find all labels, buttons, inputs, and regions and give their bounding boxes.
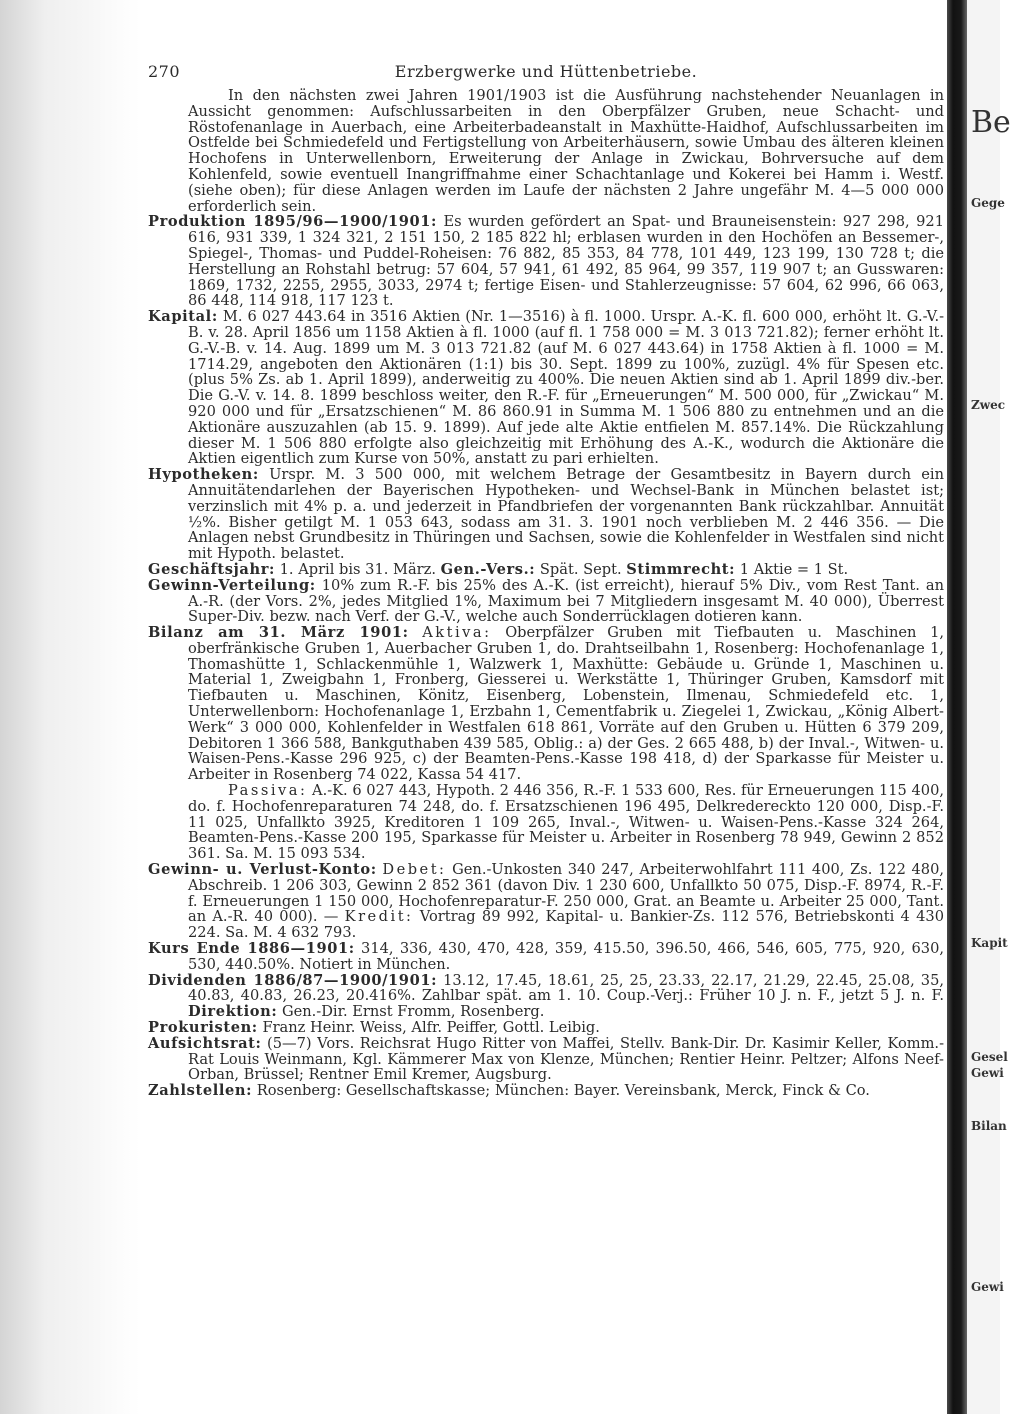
entry-label: Zahlstellen: [148, 1082, 253, 1100]
stimmrecht-text: 1 Aktie = 1 St. [739, 560, 849, 578]
next-page-fragment: Bilan [971, 1119, 1007, 1133]
entry-aufsichtsrat [148, 1036, 944, 1083]
entry-hypotheken [148, 467, 944, 562]
next-page-edge [967, 0, 1011, 1414]
kredit-label: Kredit: [344, 908, 414, 926]
page-column [148, 62, 944, 1352]
entry-text: (5—7) Vors. Reichsrat Hugo Ritter von Maffei, Stellv. Bank-Dir. Dr. Kasimir Keller, Komm.-Rat Louis Weinmann, Kgl. Kämmerer Max von Klenze, München; Rentier Heinr. Peltzer; Alfons Neef-Orban, Brüssel; Rentner Emil Kremer, Augsburg. [188, 1034, 945, 1084]
entry-text: M. 6 027 443.64 in 3516 Aktien (Nr. 1—3516) à fl. 1000. Urspr. A.-K. fl. 600 000, erhöht lt. G.-V.-B. v. 28. April 1856 um 1158 Aktien à fl. 1000 (auf fl. 1 758 000 = M. 3 013 721.82); ferner erhöht lt. G.-V.-B. v. 14. Aug. 1899 um M. 3 013 721.82 (auf M. 6 027 443.64) in 1758 Aktien à fl. 1000 = M. 1714.29, angeboten den Aktionären (1:1) bis 30. Sept. 1899 zu 100%, zuzügl. 4% für Spesen etc. (plus 5% Zs. ab 1. April 1899), anderweitig zu 400%. Die neuen Aktien sind ab 1. April 1899 div.-ber. Die G.-V. v. 14. 8. 1899 beschloss weiter, den R.-F. für „Erneuerungen“ M. 500 000, für „Zwickau“ M. 920 000 und für „Ersatzschienen“ M. 86 860.91 in Summa M. 1 506 880 zu entnehmen und an die Aktionäre auszuzahlen (ab 15. 9. 1899). Auf jede alte Aktie entfielen M. 857.14%. Die Rückzahlung dieser M. 1 506 880 erfolgte also gleichzeitig mit Erhöhung des A.-K., wodurch die Aktionäre die Aktien eigentlich zum Kurse von 50%, anstatt zu pari erhielten. [188, 308, 945, 468]
running-title: Erzbergwerke und Hüttenbetriebe. [394, 62, 698, 81]
entry-label: Dividenden 1886/87—1900/1901: [148, 971, 438, 989]
next-page-fragment: Gewi [971, 1280, 1004, 1294]
entry-label: Kurs Ende 1886—1901: [148, 940, 355, 958]
entry-label: Produktion 1895/96—1900/1901: [148, 213, 438, 231]
entry-label: Bilanz am 31. März 1901: [148, 624, 409, 642]
entry-gewinn-verlust [148, 862, 944, 941]
entry-gewinn-verteilung [148, 578, 944, 625]
entry-text: 10% zum R.-F. bis 25% des A.-K. (ist erreicht), hierauf 5% Div., vom Rest Tant. an A.-R. (der Vors. 2%, jedes Mitglied 1%, Maximum bei 7 Mitgliedern insgesamt M. 40 000), Überrest Super-Div. bezw. nach Verf. der G.-V., welche auch Sonderrücklagen dotieren kann. [188, 576, 944, 626]
book-spine-gutter [947, 0, 967, 1414]
next-page-fragment: Zwec [971, 398, 1006, 412]
entry-geschaeftsjahr [148, 562, 944, 578]
next-page-fragment: Kapit [971, 936, 1008, 950]
entry-text: Rosenberg: Gesellschaftskasse; München: Bayer. Vereinsbank, Merck, Finck & Co. [256, 1082, 870, 1100]
entry-label: Aufsichtsrat: [148, 1034, 262, 1052]
stimmrecht-label: Stimmrecht: [626, 560, 736, 578]
next-page-fragment: Gewi [971, 1066, 1004, 1080]
entry-text: 314, 336, 430, 470, 428, 359, 415.50, 396.50, 466, 546, 605, 775, 920, 630, 530, 440.50%. Notiert in München. [188, 940, 945, 973]
next-page-fragment: Be [971, 105, 1011, 140]
entry-text: 1. April bis 31. März. [279, 560, 436, 578]
entry-zahlstellen [148, 1083, 944, 1099]
entry-prokuristen [148, 1020, 944, 1036]
intro-paragraph: In den nächsten zwei Jahren 1901/1903 ist die Ausführung nachstehender Neuanlagen in Aussicht genommen: Aufschlussarbeiten in den Oberpfälzer Gruben, neue Schacht- und Röstofenanlage in Auerbach, eine Arbeiterbadeanstalt in Maxhütte-Haidhof, Aufschlussarbeiten im Ostfelde bei Schmiedefeld und Fertigstellung von Arbeiterhäusern, sowie Umbau des älteren kleinen Hochofens in Unterwellenborn, Erweiterung der Anlage in Zwickau, Bohrversuche auf dem Kohlenfeld, sowie eventuell Inangriffnahme einer Schachtanlage und Kokerei bei Hamm i. Westf. (siehe oben); für diese Anlagen werden im Laufe der nächsten 2 Jahre ungefähr M. 4—5 000 000 erforderlich sein. [188, 87, 944, 215]
entry-label: Gewinn- u. Verlust-Konto: [148, 861, 377, 879]
entry-text: Franz Heinr. Weiss, Alfr. Peiffer, Gottl. Leibig. [262, 1019, 600, 1037]
entry-bilanz-passiva [148, 783, 944, 862]
debet-text: Gen.-Unkosten 340 247, Arbeiterwohlfahrt 111 400, Zs. 122 480, Abschreib. 1 206 303, Gewinn 2 852 361 (davon Div. 1 230 600, Unfallkto 50 075, Disp.-F. 8974, R.-F. f. Erneuerungen 1 150 000, Hochofenreparatur-F. 250 000, Grat. an Beamte u. Arbeiter 25 000, Tant. an A.-R. 40 000). — [188, 861, 944, 926]
genvers-label: Gen.-Vers.: [440, 560, 536, 578]
next-page-fragment: Gesel [971, 1050, 1008, 1064]
entry-text: Es wurden gefördert an Spat- und Brauneisenstein: 927 298, 921 616, 931 339, 1 324 321, 2 151 150, 2 185 822 hl; erblasen wurden in den Hochöfen an Bessemer-, Spiegel-, Thomas- und Puddel-Roheisen: 76 882, 85 353, 84 778, 101 449, 123 199, 130 728 t; die Herstellung an Rohstahl betrug: 57 604, 57 941, 61 492, 85 964, 99 357, 119 907 t; an Gusswaren: 1869, 1732, 2255, 2955, 3033, 2974 t; fertige Eisen- und Stahlerzeugnisse: 57 604, 62 996, 66 063, 86 448, 114 918, 117 123 t. [188, 213, 944, 310]
entry-kurs [148, 941, 944, 973]
passiva-label: Passiva: [228, 782, 308, 800]
genvers-text: Spät. Sept. [539, 560, 622, 578]
entry-text: Urspr. M. 3 500 000, mit welchem Betrage der Gesamtbesitz in Bayern durch ein Annuitätendarlehen der Bayerischen Hypotheken- und Wechsel-Bank in München belastet ist; verzinslich mit 4% p. a. und jederzeit in Pfandbriefen der vorgenannten Bank rückzahlbar. Annuität ½%. Bisher getilgt M. 1 053 643, sodass am 31. 3. 1901 noch verblieben M. 2 446 356. — Die Anlagen nebst Grundbesitz in Thüringen und Sachsen, sowie die Kohlenfelder in Westfalen sind nicht mit Hypoth. belastet. [188, 466, 945, 563]
entry-label: Geschäftsjahr: [148, 560, 275, 578]
entry-label: Gewinn-Verteilung: [148, 576, 316, 594]
passiva-text: A.-K. 6 027 443, Hypoth. 2 446 356, R.-F. 1 533 600, Res. für Erneuerungen 115 400, do. f. Hochofenreparaturen 74 248, do. f. Ersatzschienen 196 495, Delkredereckto 120 000, Disp.-F. 11 025, Unfallkto 3925, Kreditoren 1 109 265, Inval.-, Witwen- u. Waisen-Pens.-Kasse 324 264, Beamten-Pens.-Kasse 200 195, Sparkasse für Meister u. Arbeiter in Rosenberg 78 949, Gewinn 2 852 361. Sa. M. 15 093 534. [188, 782, 945, 863]
direktion-label: Direktion: [188, 1003, 278, 1021]
entry-text: 13.12, 17.45, 18.61, 25, 25, 23.33, 22.17, 21.29, 22.45, 25.08, 35, 40.83, 40.83, 26.23, 20.416%. Zahlbar spät. am 1. 10. Coup.-Verj.: Früher 10 J. n. F., jetzt 5 J. n. F. [188, 971, 944, 1005]
page-number: 270 [148, 62, 181, 81]
entry-produktion [148, 214, 944, 309]
entry-bilanz [148, 625, 944, 783]
page-header [148, 62, 944, 88]
direktion-text: Gen.-Dir. Ernst Fromm, Rosenberg. [281, 1003, 545, 1021]
entry-label: Kapital: [148, 308, 218, 326]
aktiva-text: Oberpfälzer Gruben mit Tiefbauten u. Maschinen 1, oberfränkische Gruben 1, Auerbacher Gruben 1, do. Drahtseilbahn 1, Rosenberg: Hochofenanlage 1, Thomashütte 1, Schlackenmühle 1, Walzwerk 1, Maxhütte: Gebäude u. Gründe 1, Maschinen u. Material 1, Zweigbahn 1, Fronberg, Giesserei u. Werkstätte 1, Thüringer Gruben, Kamsdorf mit Tiefbauten u. Maschinen, Könitz, Eisenberg, Lobenstein, Ilmenau, Schmiedefeld etc. 1, Unterwellenborn: Hochofenanlage 1, Erzbahn 1, Cementfabrik u. Ziegelei 1, Zwickau, „König Albert-Werk“ 3 000 000, Kohlenfelder in Westfalen 618 861, Vorräte auf den Gruben u. Hütten 6 379 209, Debitoren 1 366 588, Bankguthaben 439 585, Oblig.: a) der Ges. 2 665 488, b) der Inval.-, Witwen- u. Waisen-Pens.-Kasse 296 925, c) der Beamten-Pens.-Kasse 198 418, d) der Sparkasse für Meister u. Arbeiter in Rosenberg 74 022, Kassa 54 417. [188, 624, 944, 784]
next-page-fragment: Gege [971, 196, 1005, 210]
entries [148, 88, 944, 1099]
aktiva-label: Aktiva: [422, 624, 492, 642]
page-edge-shadow [0, 0, 140, 1414]
entry-label: Hypotheken: [148, 466, 259, 484]
debet-label: Debet: [382, 861, 447, 879]
kredit-text: Vortrag 89 992, Kapital- u. Bankier-Zs. 112 576, Betriebskonti 4 430 224. Sa. M. 4 632 793. [188, 908, 944, 942]
entry-dividenden [148, 973, 944, 1020]
entry-kapital [148, 309, 944, 467]
entry-label: Prokuristen: [148, 1019, 258, 1037]
